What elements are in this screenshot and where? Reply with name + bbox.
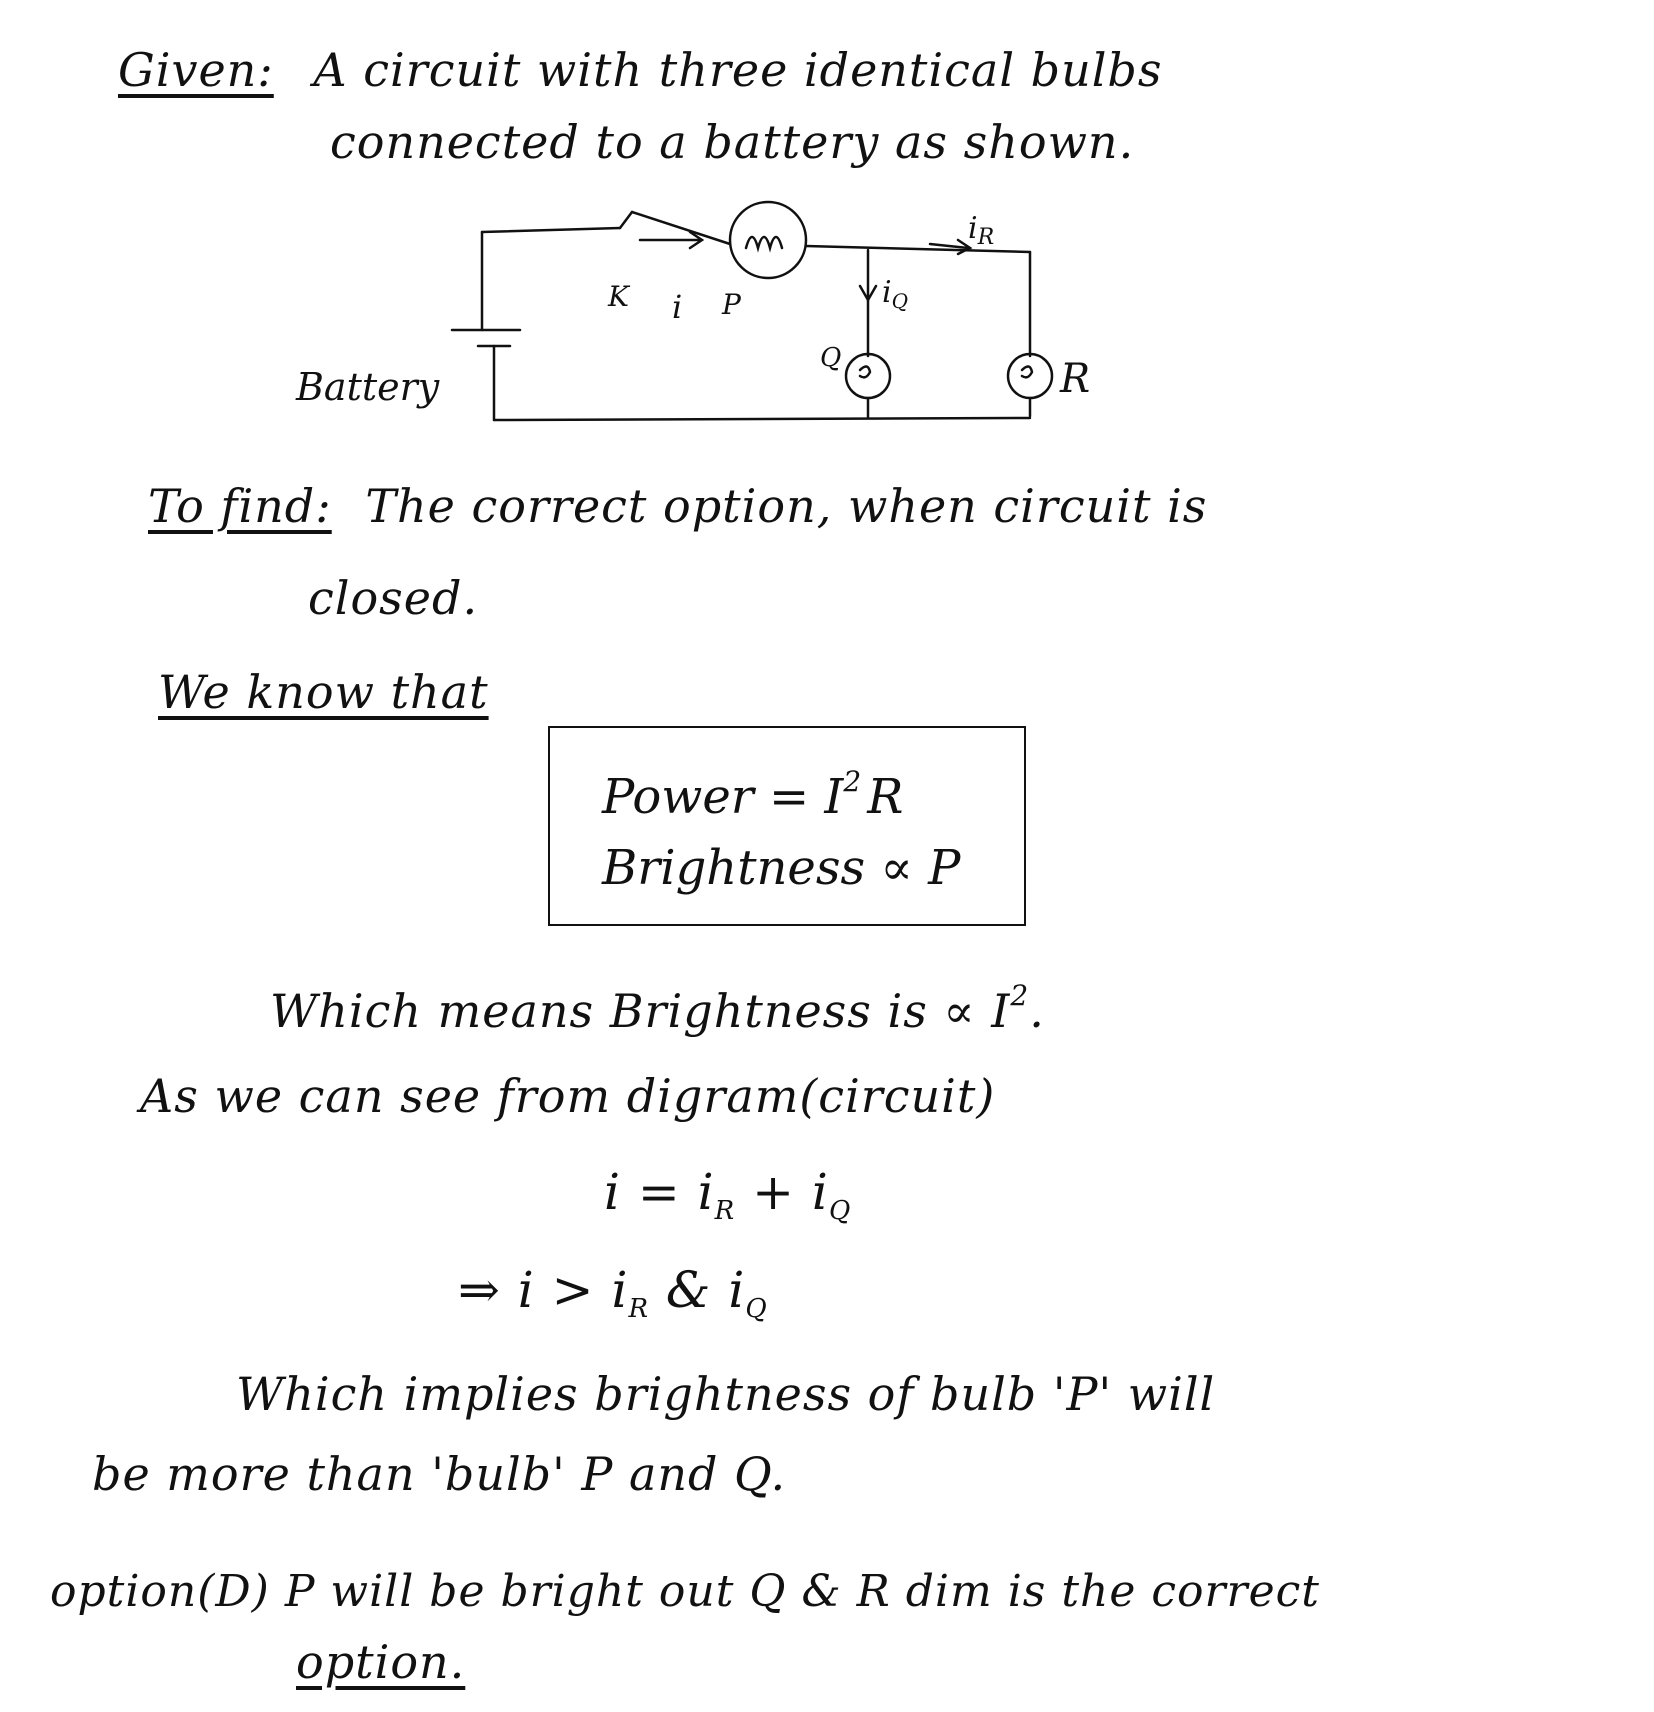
to-find-line-1: The correct option, when circuit is [365, 479, 1208, 533]
label-current-i: i [672, 288, 683, 326]
which-means-text: Which means Brightness is ∝ I [270, 984, 1011, 1038]
bulb-r-filament [1022, 366, 1032, 377]
given-label: Given: [118, 43, 274, 97]
we-know-heading: We know that [158, 665, 489, 719]
which-means-sup: 2 [1010, 979, 1030, 1012]
label-key: K [608, 280, 629, 313]
key-switch [620, 212, 632, 228]
wire-bottom [494, 418, 1030, 420]
conclusion-line-1: option(D) P will be bright out Q & R dim is the correct [50, 1566, 1320, 1617]
arrow-i [640, 232, 702, 248]
label-bulb-p: P [722, 288, 741, 321]
which-means-line [270, 968, 1045, 1039]
as-we-can-see-line: As we can see from digram(circuit) [140, 1069, 996, 1123]
label-bulb-q: Q [820, 343, 842, 373]
implies-line-1: Which implies brightness of bulb 'P' will [236, 1367, 1216, 1421]
given-line-1: A circuit with three identical bulbs [313, 43, 1163, 97]
label-current-ir: $i_R$ [968, 211, 995, 250]
given-line-2: connected to a battery as shown. [330, 115, 1135, 169]
wire-top-right [806, 246, 1030, 252]
formula-power [602, 752, 903, 827]
eq2-mid: & i [649, 1261, 746, 1319]
eq1-sub-q: Q [828, 1196, 852, 1226]
formula-power-lhs: Power = I [602, 769, 844, 825]
bulb-p-filament [746, 237, 782, 248]
equation-1 [604, 1164, 851, 1239]
formula-box [548, 726, 1026, 926]
eq1-sub-r: R [714, 1196, 736, 1226]
eq2-lhs: ⇒ i > i [458, 1261, 629, 1319]
label-battery: Battery [296, 365, 440, 409]
which-means-end: . [1029, 984, 1045, 1038]
eq1-mid: + i [735, 1163, 829, 1221]
eq1-lhs: i = i [604, 1163, 715, 1221]
label-current-iq: $i_Q$ [882, 275, 909, 313]
formula-power-rhs: R [867, 769, 904, 825]
eq2-sub-q: Q [745, 1294, 768, 1324]
conclusion-line-2: option. [296, 1635, 466, 1689]
equation-2 [458, 1262, 768, 1337]
implies-line-2: be more than 'bulb' P and Q. [92, 1447, 787, 1501]
wire-top-left [482, 228, 620, 232]
arrow-ir [930, 240, 970, 254]
eq2-sub-r: R [628, 1294, 650, 1324]
to-find-label: To find: [148, 479, 332, 533]
formula-power-sup: 2 [843, 765, 862, 798]
to-find-block [148, 478, 1207, 534]
label-bulb-r: R [1060, 356, 1091, 402]
bulb-q-filament [860, 366, 870, 377]
formula-brightness: Brightness ∝ P [602, 840, 961, 896]
to-find-line-2: closed. [308, 571, 479, 625]
